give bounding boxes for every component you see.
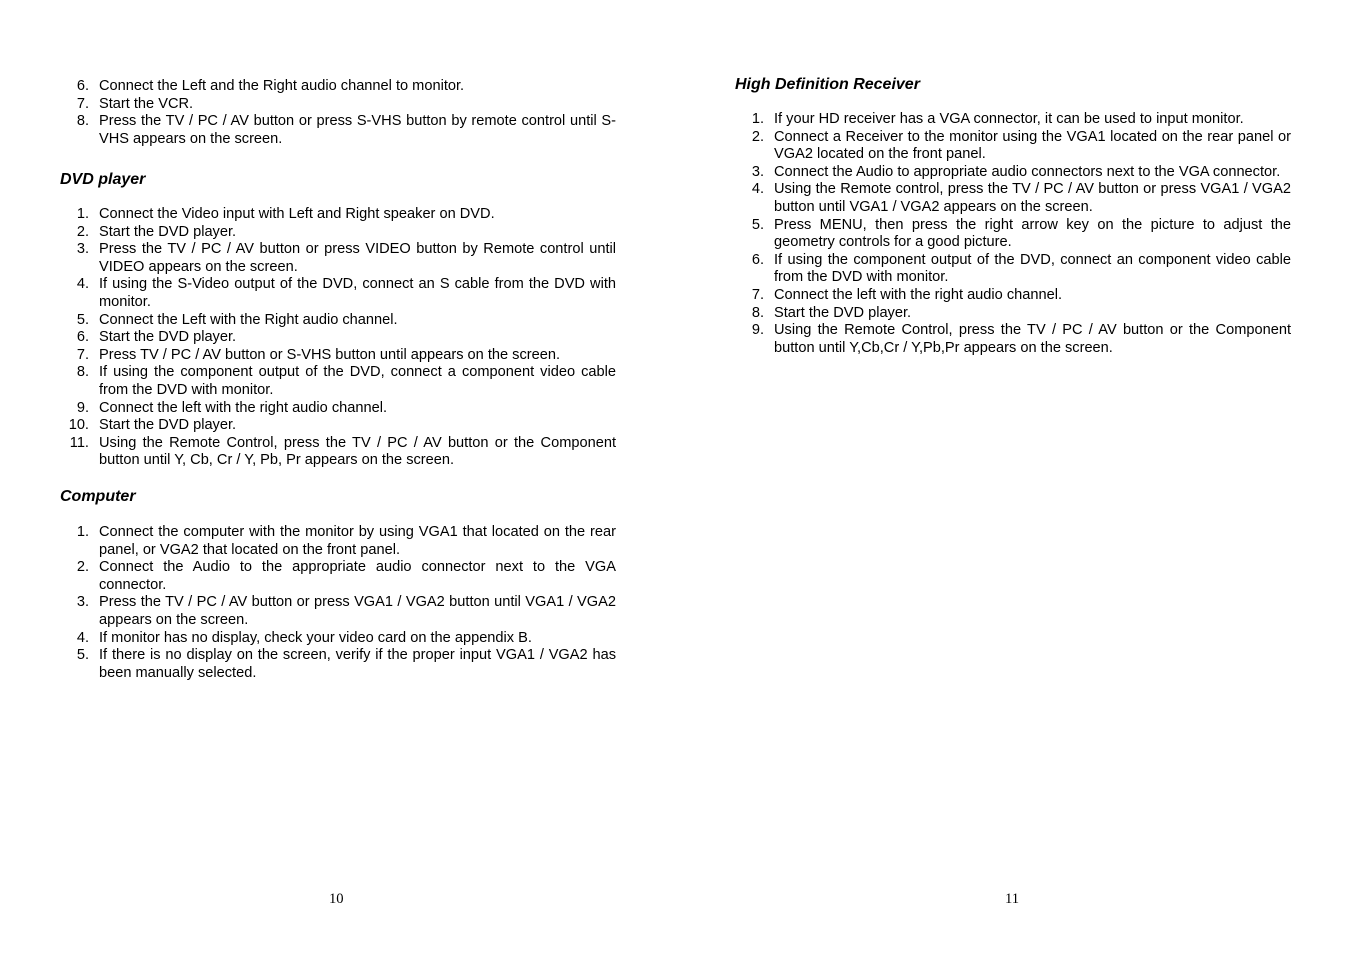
computer-heading: Computer [60,488,136,505]
list-item-number: 6. [76,329,89,346]
list-item [60,276,616,311]
page-number-left: 10 [329,891,344,907]
list-item-number: 7. [76,95,89,112]
list-item-number: 6. [751,251,764,268]
list-item-text: Connect the Left with the Right audio channel. [99,311,398,328]
list-item-number: 2. [751,128,764,145]
left-page [0,0,675,954]
list-item-number: 1. [751,111,764,127]
list-item-text: Press the TV / PC / AV button or press VGA1 / VGA2 button until VGA1 / VGA2 appears on the screen. [99,594,616,628]
list-item-number: 5. [76,311,89,328]
list-item-text: If using the component output of the DVD, connect a component video cable from the DVD with monitor. [99,364,616,398]
vcr-step-list [60,78,616,148]
list-item [60,206,616,224]
list-item [735,164,1291,182]
list-item-text: Connect the Video input with Left and Right speaker on DVD. [99,206,495,222]
hd-receiver-step-list [735,111,1291,357]
computer-step-list [60,524,616,682]
list-item [60,559,616,594]
list-item-number: 1. [76,524,89,540]
list-item-text: Press MENU, then press the right arrow key on the picture to adjust the geometry controls for a good picture. [774,216,1291,251]
list-item-text: Connect the Audio to appropriate audio connectors next to the VGA connector. [774,163,1281,180]
computer-section [60,487,616,682]
dvd-step-list [60,206,616,470]
list-item-number: 5. [76,647,89,664]
list-item-text: If there is no display on the screen, verify if the proper input VGA1 / VGA2 has been manually selected. [99,647,616,681]
hd-receiver-section [735,75,1291,357]
list-item-text: If using the S-Video output of the DVD, connect an S cable from the DVD with monitor. [99,276,616,310]
list-item-text: Start the DVD player. [99,417,237,434]
list-item [735,217,1291,252]
list-item-number: 3. [751,163,764,180]
list-item-text: Connect the Left and the Right audio channel to monitor. [99,78,465,94]
list-item [60,435,616,470]
list-item-number: 4. [751,181,764,198]
vcr-steps-continued [60,78,616,148]
list-item-number: 7. [751,286,764,303]
list-item-number: 3. [76,594,89,611]
list-item [60,347,616,365]
list-item-text: Using the Remote Control, press the TV / PC / AV button or the Component button until Y, Cb, Cr / Y, Pb, Pr appears on the screen. [99,434,616,469]
list-item [60,96,616,114]
list-item [735,322,1291,357]
list-item [735,129,1291,164]
list-item-text: If your HD receiver has a VGA connector, it can be used to input monitor. [774,111,1244,127]
list-item-text: Connect the computer with the monitor by using VGA1 that located on the rear panel, or VGA2 that located on the front panel. [99,524,616,558]
list-item [60,647,616,682]
list-item-number: 9. [751,322,764,339]
list-item [60,312,616,330]
list-item-text: Connect the Audio to the appropriate audio connector next to the VGA connector. [99,559,616,593]
list-item-text: Start the DVD player. [99,329,237,346]
list-item-text: If monitor has no display, check your video card on the appendix B. [99,629,532,646]
list-item [60,594,616,629]
list-item-text: Start the VCR. [99,95,194,112]
list-item-text: Press the TV / PC / AV button or press VIDEO button by Remote control until VIDEO appears on the screen. [99,241,616,275]
list-item-text: Start the DVD player. [774,304,912,321]
list-item-number: 2. [76,559,89,576]
list-item-number: 8. [76,113,89,130]
list-item-number: 10. [68,417,89,434]
list-item [735,287,1291,305]
list-item-number: 6. [76,78,89,94]
list-item [60,400,616,418]
list-item-text: Connect the left with the right audio channel. [99,399,388,416]
list-item [60,524,616,559]
dvd-section [60,170,616,470]
list-item [60,78,616,96]
list-item [735,181,1291,216]
dvd-heading: DVD player [60,171,146,188]
list-item-text: Connect a Receiver to the monitor using the VGA1 located on the rear panel or VGA2 located on the front panel. [774,128,1291,163]
list-item-number: 3. [76,241,89,258]
list-item-number: 8. [76,364,89,381]
list-item [60,241,616,276]
page-number-right: 11 [1005,891,1020,907]
list-item-text: Connect the left with the right audio channel. [774,286,1063,303]
list-item-number: 8. [751,304,764,321]
list-item-number: 5. [751,216,764,233]
hd-receiver-heading: High Definition Receiver [735,76,920,93]
list-item-text: Press the TV / PC / AV button or press S-VHS button by remote control until S-VHS appears on the screen. [99,113,616,147]
list-item-number: 2. [76,223,89,240]
list-item [60,224,616,242]
list-item-number: 4. [76,276,89,293]
list-item-number: 7. [76,346,89,363]
list-item-text: Using the Remote control, press the TV / PC / AV button or press VGA1 / VGA2 button until VGA1 / VGA2 appears on the screen. [774,181,1291,215]
list-item [735,111,1291,129]
list-item-text: Press TV / PC / AV button or S-VHS button until appears on the screen. [99,346,561,363]
list-item [60,329,616,347]
list-item [60,113,616,148]
list-item-number: 9. [76,399,89,416]
list-item-number: 1. [76,206,89,222]
list-item [735,252,1291,287]
list-item-text: Start the DVD player. [99,223,237,240]
list-item [735,305,1291,323]
list-item-number: 4. [76,629,89,646]
list-item-text: If using the component output of the DVD, connect an component video cable from the DVD with monitor. [774,251,1291,286]
list-item [60,630,616,648]
list-item [60,364,616,399]
list-item-number: 11. [69,434,89,451]
right-page [675,0,1351,954]
list-item [60,417,616,435]
list-item-text: Using the Remote Control, press the TV / PC / AV button or the Component button until Y,Cb,Cr / Y,Pb,Pr appears on the screen. [774,322,1291,356]
